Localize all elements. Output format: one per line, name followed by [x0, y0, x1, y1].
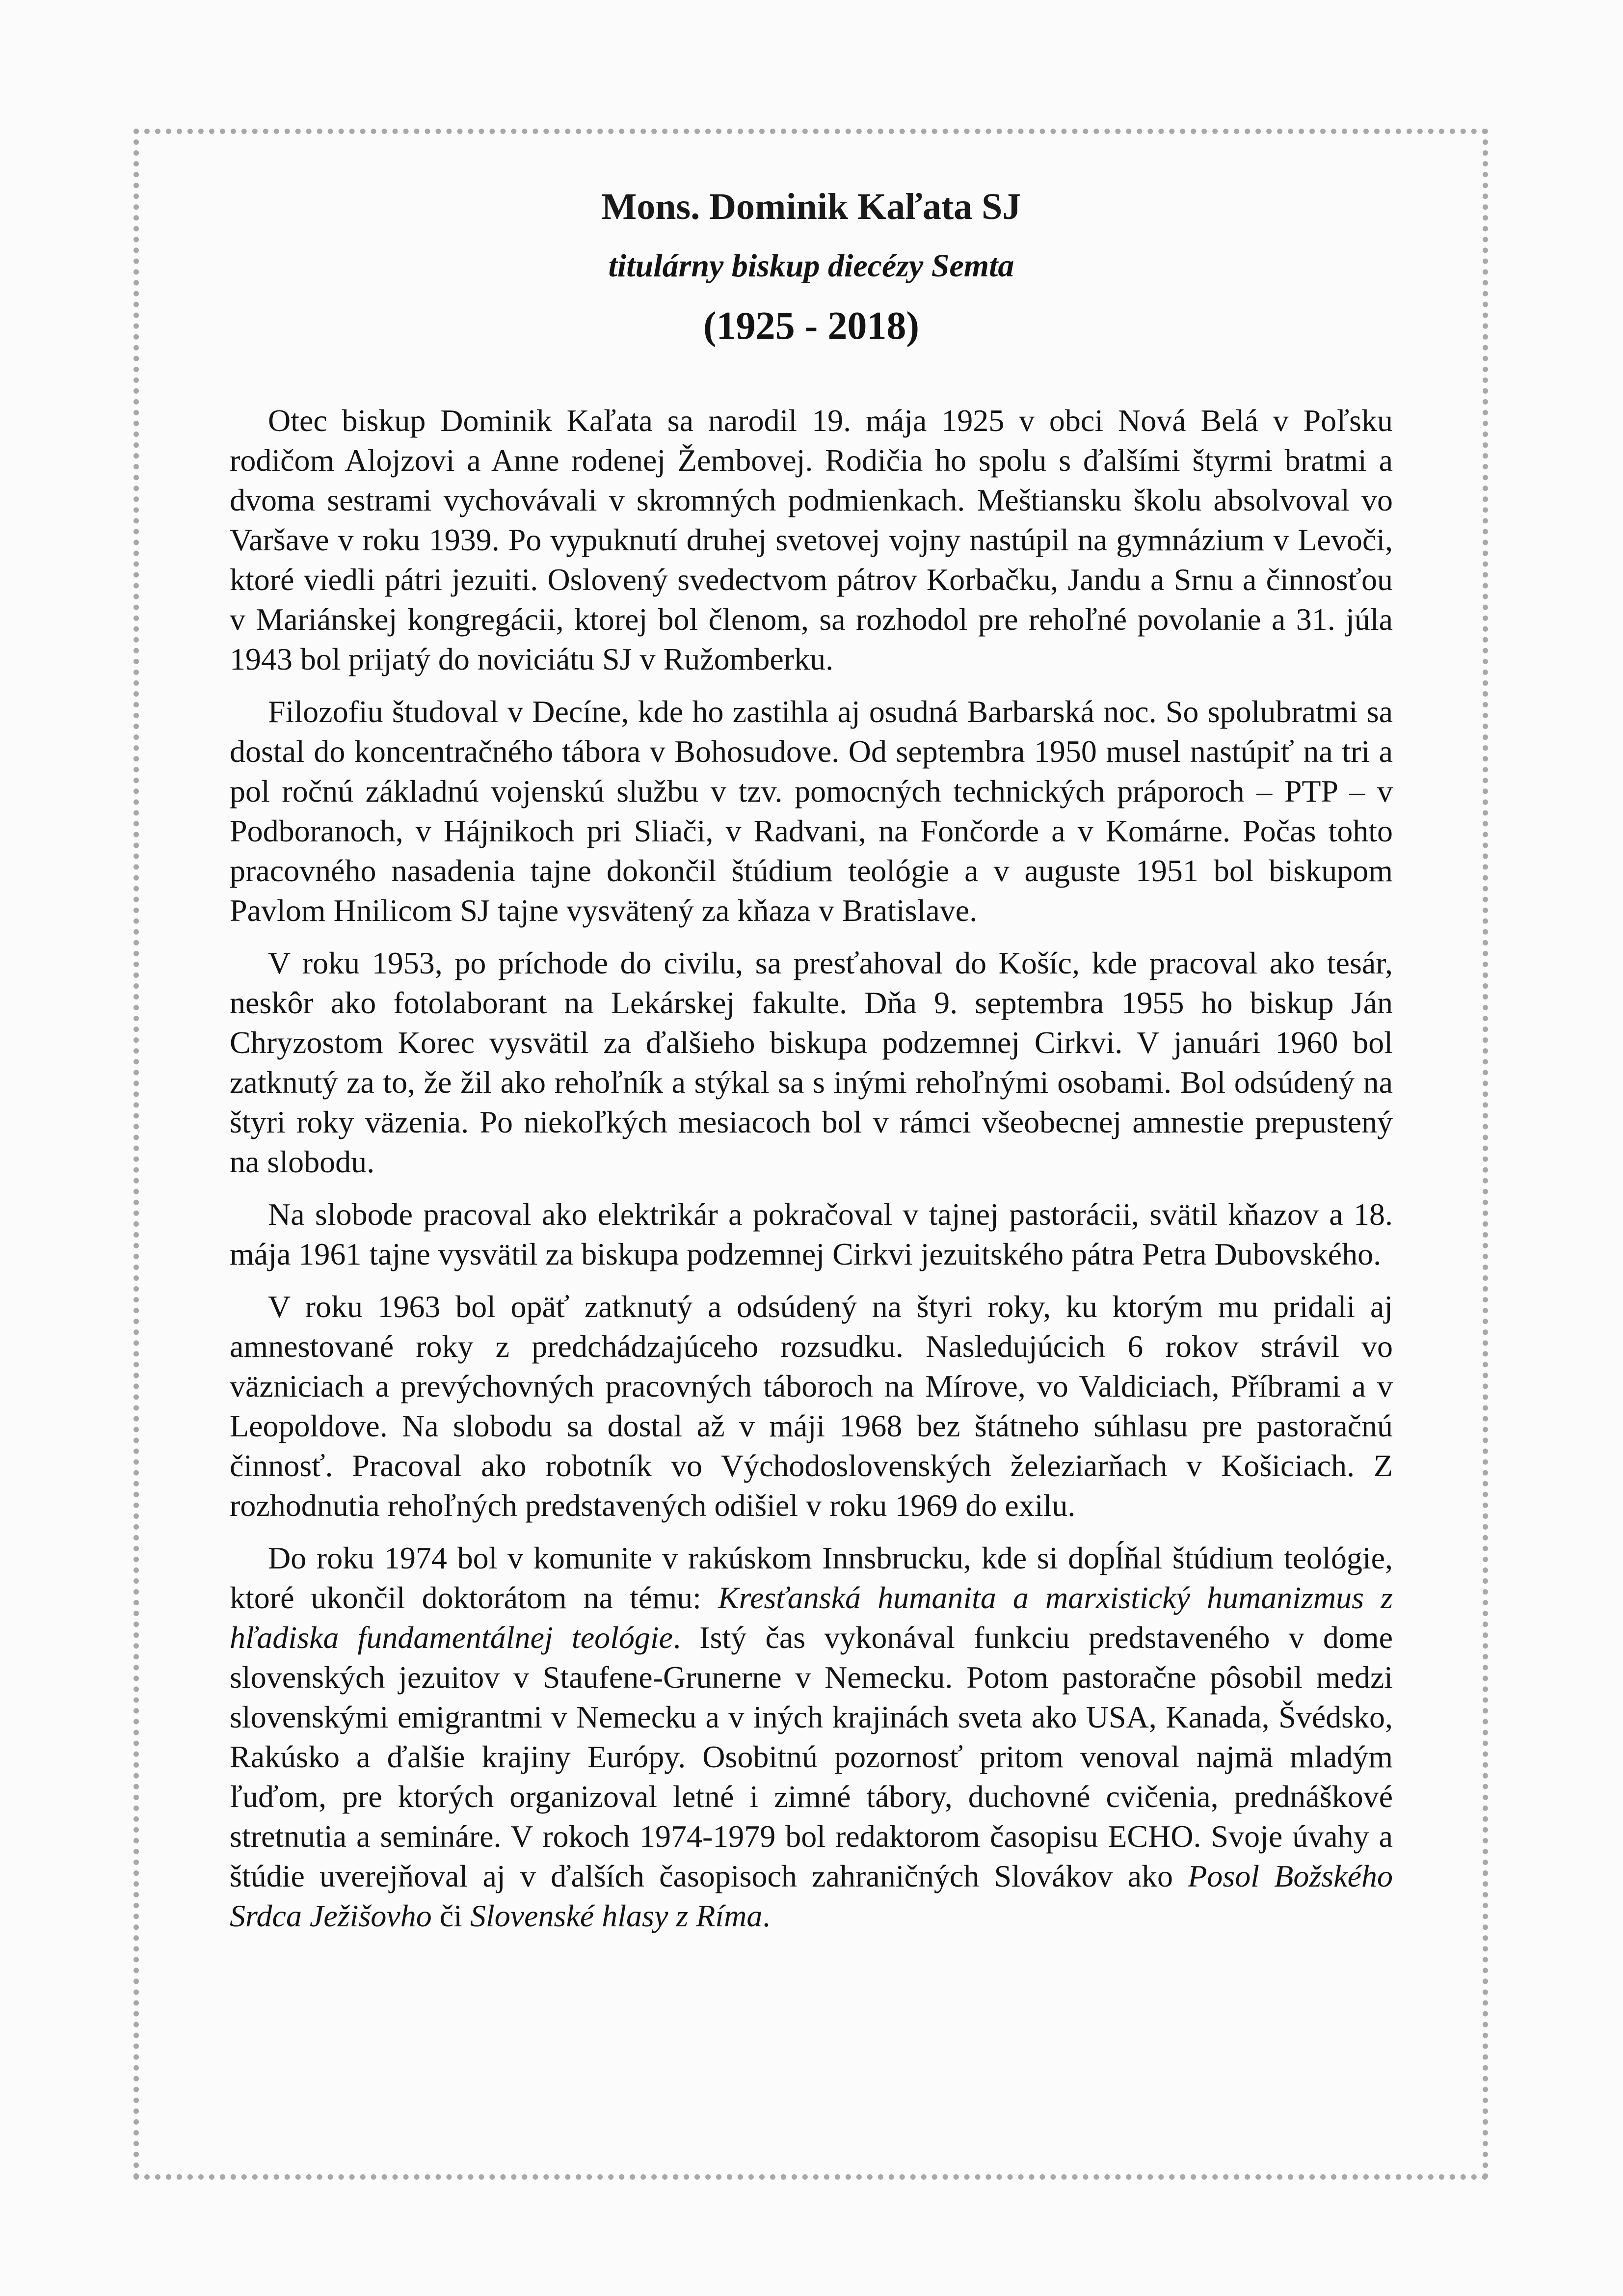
- paragraph-exile-text-4: .: [762, 1898, 771, 1934]
- paragraph-kosice-consecration: V roku 1953, po príchode do civilu, sa presťahoval do Košíc, kde pracoval ako tesár, neskôr ako fotolaborant na Lekárskej fakulte. Dňa 9. septembra 1955 ho biskup Ján Chryzostom Korec vysvätil za ďalšieho biskupa podzemnej Cirkvi. V januári 1960 bol zatknutý za to, že žil ako rehoľník a stýkal sa s inými rehoľnými osobami. Bol odsúdený na štyri roky väzenia. Po niekoľkých mesiacoch bol v rámci všeobecnej amnestie prepustený na slobodu.: [230, 945, 1393, 1180]
- paragraph-exile-text-2: . Istý čas vykonával funkciu predstaveného v dome slovenských jezuitov v Staufene-Grunerne v Nemecku. Potom pastoračne pôsobil medzi slovenskými emigrantmi v Nemecku a v iných krajinách sveta ako USA, Kanada, Švédsko, Rakúsko a ďalšie krajiny Európy. Osobitnú pozornosť pritom venoval najmä mladým ľuďom, pre ktorých organizoval letné i zimné tábory, duchovné cvičenia, prednáškové stretnutia a semináre. V rokoch 1974-1979 bol redaktorom časopisu ECHO. Svoje úvahy a štúdie uverejňoval aj v ďalších časopisoch zahraničných Slovákov ako: [230, 1620, 1393, 1894]
- paragraph-early-life: Otec biskup Dominik Kaľata sa narodil 19. mája 1925 v obci Nová Belá v Poľsku rodičom Alojzovi a Anne rodenej Žembovej. Rodičia ho spolu s ďalšími štyrmi bratmi a dvoma sestrami vychovávali v skromných podmienkach. Meštiansku školu absolvoval vo Varšave v roku 1939. Po vypuknutí druhej svetovej vojny nastúpil na gymnázium v Levoči, ktoré viedli pátri jezuiti. Oslovený svedectvom pátrov Korbačku, Jandu a Srnu a činnosťou v Mariánskej kongregácii, ktorej bol členom, sa rozhodol pre rehoľné povolanie a 31. júla 1943 bol prijatý do noviciátu SJ v Ružomberku.: [230, 403, 1393, 677]
- paragraph-exile-text-1: Do roku 1974 bol v komunite v rakúskom Innsbrucku, kde si dopĺňal štúdium teológie, ktoré ukončil doktorátom na tému:: [230, 1540, 1393, 1616]
- document-subtitle: titulárny biskup diecézy Semta: [608, 247, 1014, 284]
- paragraph-second-arrest: V roku 1963 bol opäť zatknutý a odsúdený na štyri roky, ku ktorým mu pridali aj amnestované roky z predchádzajúceho rozsudku. Nasledujúcich 6 rokov strávil vo väzniciach a prevýchovných pracovných táboroch na Mírove, vo Valdiciach, Příbrami a v Leopoldove. Na slobodu sa dostal až v máji 1968 bez štátneho súhlasu pre pastoračnú činnosť. Pracoval ako robotník vo Východoslovenských železiarňach v Košiciach. Z rozhodnutia rehoľných predstavených odišiel v roku 1969 do exilu.: [230, 1289, 1393, 1523]
- document-title: Mons. Dominik Kaľata SJ: [601, 186, 1021, 227]
- periodical-title-posol: Posol Božského Srdca Ježišovho: [230, 1859, 1393, 1934]
- paragraph-exile-text-3: či: [431, 1898, 470, 1934]
- dissertation-title: Kresťanská humanita a marxistický humanizmus z hľadiska fundamentálnej teológie: [230, 1580, 1393, 1655]
- document-content: [230, 187, 1393, 1948]
- periodical-title-hlasy: Slovenské hlasy z Ríma: [470, 1898, 763, 1934]
- paragraph-exile: [230, 1538, 1393, 1936]
- paragraph-secret-pastoral: Na slobode pracoval ako elektrikár a pokračoval v tajnej pastorácii, svätil kňazov a 18. mája 1961 tajne vysvätil za biskupa podzemnej Cirkvi jezuitského pátra Petra Dubovského.: [230, 1197, 1393, 1272]
- document-years: (1925 - 2018): [703, 304, 919, 348]
- paragraph-studies-ptp: Filozofiu študoval v Decíne, kde ho zastihla aj osudná Barbarská noc. So spolubratmi sa dostal do koncentračného tábora v Bohosudove. Od septembra 1950 musel nastúpiť na tri a pol ročnú základnú vojenskú službu v tzv. pomocných technických práporoch – PTP – v Podboranoch, v Hájnikoch pri Sliači, v Radvani, na Fončorde a v Komárne. Počas tohto pracovného nasadenia tajne dokončil štúdium teológie a v auguste 1951 bol biskupom Pavlom Hnilicom SJ tajne vysvätený za kňaza v Bratislave.: [230, 694, 1393, 928]
